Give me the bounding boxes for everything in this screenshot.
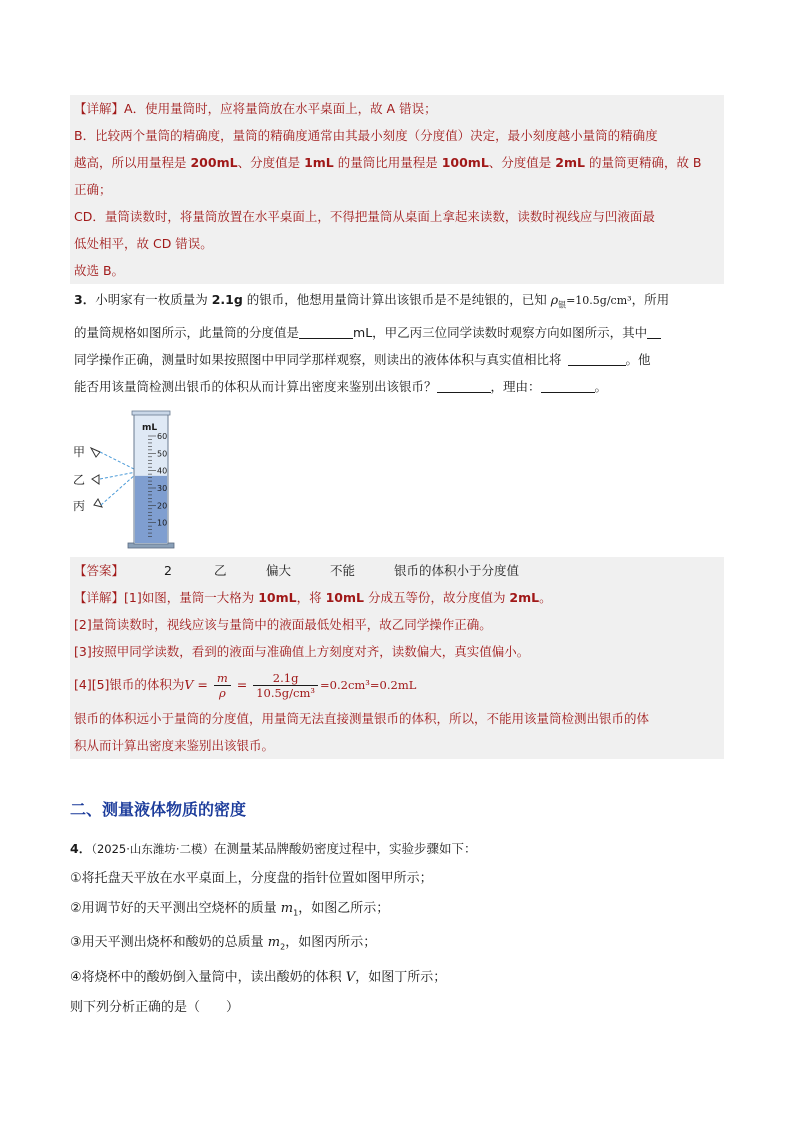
q3-line-1: 3．小明家有一枚质量为 2.1g 的银币，他想用量筒计算出该银币是不是纯银的，已知 $\rho_银=10.5g$/cm³，所用 xyxy=(74,292,670,310)
explain2-line-2: [2]量筒读数时，视线应该与量筒中的液面最低处相平，故乙同学操作正确。 xyxy=(74,616,492,632)
answer-item-4: 不能 xyxy=(330,562,356,578)
q4-step-2: ②用调节好的天平测出空烧杯的质量 $m_1$，如图乙所示； xyxy=(70,900,390,918)
observer-jia-label: 甲 xyxy=(73,444,86,459)
tick-label: 20 xyxy=(157,500,168,510)
explain-line-5: CD．量筒读数时，将量筒放置在水平桌面上，不得把量筒从桌面上拿起来读数，读数时视线应与凹液面最 xyxy=(74,209,655,224)
explain2-line-1: 【详解】[1]如图，量筒一大格为 10mL，将 10mL 分成五等份，故分度值为 2mL。 xyxy=(74,589,552,605)
question-4 xyxy=(70,834,724,1023)
observer-labels xyxy=(73,445,85,513)
explain-line-4: 正确； xyxy=(74,182,112,197)
answer-blank-2[interactable] xyxy=(647,324,661,339)
sight-line-jia xyxy=(100,452,136,470)
answer-tag: 【答案】 xyxy=(74,562,125,578)
cylinder-figure xyxy=(70,406,724,553)
eye-icons xyxy=(91,448,102,507)
q4-step-4: ④将烧杯中的酸奶倒入量筒中，读出酸奶的体积 V，如图丁所示； xyxy=(70,969,447,985)
q3-line-2: 的量筒规格如图所示，此量筒的分度值是 mL，甲乙丙三位同学读数时观察方向如图所示，其中 xyxy=(70,319,724,346)
answer-blank-1[interactable] xyxy=(299,324,353,339)
q4-step-3: ③用天平测出烧杯和酸奶的总质量 $m_2$，如图丙所示； xyxy=(70,935,377,952)
explain-line-6: 低处相平，故 CD 错误。 xyxy=(74,236,213,251)
q4-step-1: ①将托盘天平放在水平桌面上，分度盘的指针位置如图甲所示； xyxy=(70,870,433,886)
explain2-line-6: 积从而计算出密度来鉴别出该银币。 xyxy=(74,737,275,753)
explain-line-3: 越高，所以用量程是 200mL、分度值是 1mL 的量筒比用量程是 100mL、分度值是 2mL 的量筒更精确，故 B xyxy=(74,155,702,170)
observer-bing-label: 丙 xyxy=(73,498,86,513)
cylinder-rim xyxy=(132,411,170,415)
section-title: 二、测量液体物质的密度 xyxy=(70,799,247,819)
answer-item-3: 偏大 xyxy=(266,562,292,578)
eye-icon-bing xyxy=(94,499,102,507)
explain2-line-5: 银币的体积远小于量筒的分度值，用量筒无法直接测量银币的体积，所以，不能用该量筒检测出银币的体 xyxy=(74,710,650,726)
explain2-formula-line: [4][5]银币的体积为V = $\frac{m}{\rho}$ = $\frac{2.1g}{\text{10.5g/cm³}}$ =0.2cm³=0.2mL xyxy=(70,665,724,705)
explain2-line-3: [3]按照甲同学读数，看到的液面与准确值上方刻度对齐，读数偏大，真实值偏小。 xyxy=(74,643,530,659)
tick-label: 50 xyxy=(157,448,168,458)
q3-line-3: 同学操作正确，测量时如果按照图中甲同学那样观察，则读出的液体体积与真实值相比将 。他 xyxy=(74,351,651,367)
answer-blank-4[interactable] xyxy=(437,378,491,393)
answer-item-2: 乙 xyxy=(214,562,227,578)
explanation-block-1 xyxy=(70,95,724,284)
q4-prompt: 则下列分析正确的是（ ） xyxy=(70,999,240,1015)
answer-blank-3[interactable] xyxy=(568,351,626,366)
answer-block xyxy=(70,557,724,759)
answer-item-1: 2 xyxy=(164,562,172,578)
page-content xyxy=(70,95,724,1023)
q3-line-4: 能否用该量筒检测出银币的体积从而计算出密度来鉴别出该银币？ ，理由： 。 xyxy=(74,378,608,394)
tick-label: 10 xyxy=(157,518,168,528)
observer-yi-label: 乙 xyxy=(73,472,86,487)
measuring-cylinder-svg xyxy=(70,406,190,553)
eye-icon-jia xyxy=(91,448,100,457)
sight-line-yi xyxy=(100,472,136,479)
tick-label: 60 xyxy=(157,431,168,441)
answer-row xyxy=(70,557,724,584)
volume-formula: V = $\frac{m}{\rho}$ = $\frac{2.1g}{\text{10.5g/cm³}}$ =0.2cm³=0.2mL xyxy=(184,671,417,700)
sight-lines xyxy=(100,452,136,505)
unit-label: mL xyxy=(142,422,158,433)
answer-blank-5[interactable] xyxy=(541,378,595,393)
question-3 xyxy=(70,286,724,400)
explain-line-2: B．比较两个量筒的精确度，量筒的精确度通常由其最小刻度（分度值）决定，最小刻度越小量筒的精确度 xyxy=(74,128,658,143)
explain-line-1: 【详解】A．使用量筒时，应将量筒放在水平桌面上，故 A 错误； xyxy=(74,101,437,116)
rho-symbol: ρ xyxy=(550,292,559,307)
eye-icon-yi xyxy=(92,475,99,484)
explain-tag: 【详解】 xyxy=(74,101,125,116)
explain2-tag: 【详解】 xyxy=(74,589,125,605)
answer-item-5: 银币的体积小于分度值 xyxy=(394,562,520,578)
sight-line-bing xyxy=(101,474,136,505)
q4-intro: 4．（2025·山东潍坊·二模）在测量某品牌酸奶密度过程中，实验步骤如下： xyxy=(70,840,477,856)
tick-label: 30 xyxy=(157,483,168,493)
explain-line-7: 故选 B。 xyxy=(74,263,125,278)
tick-label: 40 xyxy=(157,466,168,476)
